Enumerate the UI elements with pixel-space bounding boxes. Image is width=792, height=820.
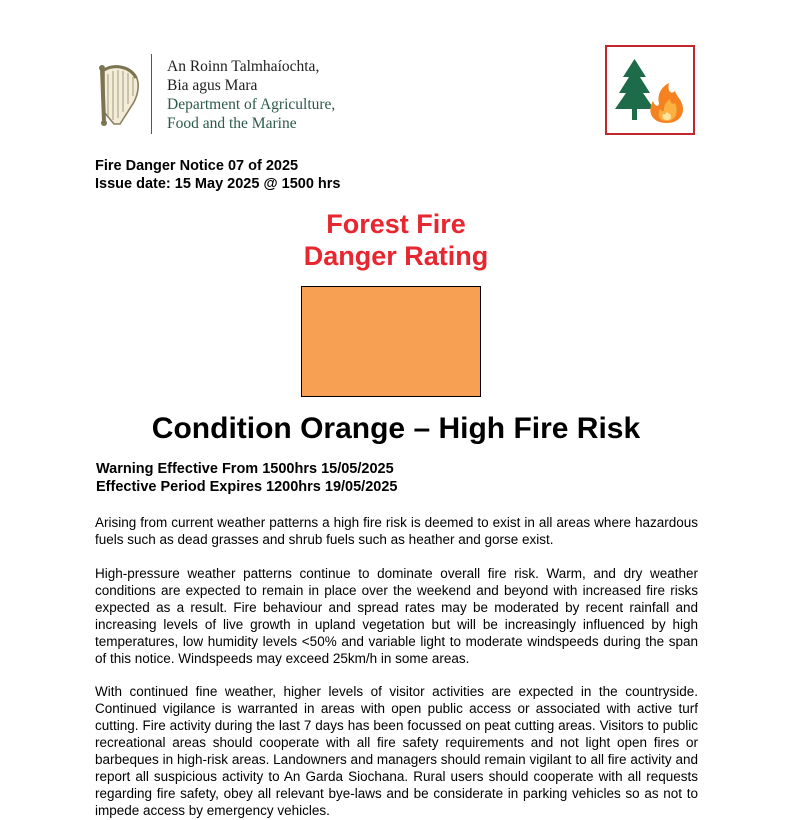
notice-header	[95, 157, 340, 193]
department-english-line-1: Department of Agriculture,	[167, 96, 336, 113]
paragraph-risk-summary: Arising from current weather patterns a high fire risk is deemed to exist in all areas where hazardous fuels such as dead grasses and shrub fuels such as heather and gorse exist.	[95, 515, 698, 547]
forest-fire-badge	[605, 45, 695, 135]
forest-fire-icon	[607, 47, 693, 133]
department-name	[167, 57, 335, 133]
notice-title: Fire Danger Notice 07 of 2025	[95, 158, 299, 174]
warning-effective-from: Warning Effective From 1500hrs 15/05/2025	[96, 461, 394, 477]
paragraph-weather: High-pressure weather patterns continue to dominate overall fire risk. Warm, and dry weather conditions are expected to remain in place over the weekend and beyond with increased fire risks expected as a result. Fire behaviour and spread rates may be moderated by recent rainfall and increasing levels of live growth in upland vegetation but will be increasingly influenced by high temperatures, low humidity levels <50% and variable light to moderate windspeeds during the span of this notice. Windspeeds may exceed 25km/h in some areas.	[95, 566, 698, 666]
department-irish-line-1: An Roinn Talmhaíochta,	[167, 58, 320, 75]
issue-date: Issue date: 15 May 2025 @ 1500 hrs	[95, 176, 341, 192]
harp-icon	[94, 62, 142, 128]
rating-color-swatch	[301, 286, 481, 397]
rating-title-line-1: Forest Fire	[326, 209, 466, 239]
department-logo	[94, 54, 394, 136]
department-irish-line-2: Bia agus Mara	[167, 77, 258, 94]
warning-expires: Effective Period Expires 1200hrs 19/05/2025	[96, 479, 398, 495]
condition-heading: Condition Orange – High Fire Risk	[151, 412, 641, 445]
rating-title-line-2: Danger Rating	[303, 241, 489, 271]
warning-period	[96, 460, 397, 496]
department-english-line-2: Food and the Marine	[167, 115, 297, 132]
rating-title	[0, 208, 792, 272]
paragraph-visitor-advice: With continued fine weather, higher levels of visitor activities are expected in the countryside. Continued vigilance is warranted in areas with open public access or associated with active turf cutting. Fire activity during the last 7 days has been focussed on peat cutting areas. Visitors to public recreational areas should cooperate with all fire safety requirements and not light open fires or barbeques in high-risk areas. Landowners and managers should remain vigilant to all fire activity and report all suspicious activity to An Garda Siochana. Rural users should cooperate with all requests regarding fire safety, obey all relevant bye-laws and be considerate in parking vehicles so as not to impede access by emergency vehicles.	[95, 684, 698, 818]
logo-divider	[151, 54, 152, 134]
